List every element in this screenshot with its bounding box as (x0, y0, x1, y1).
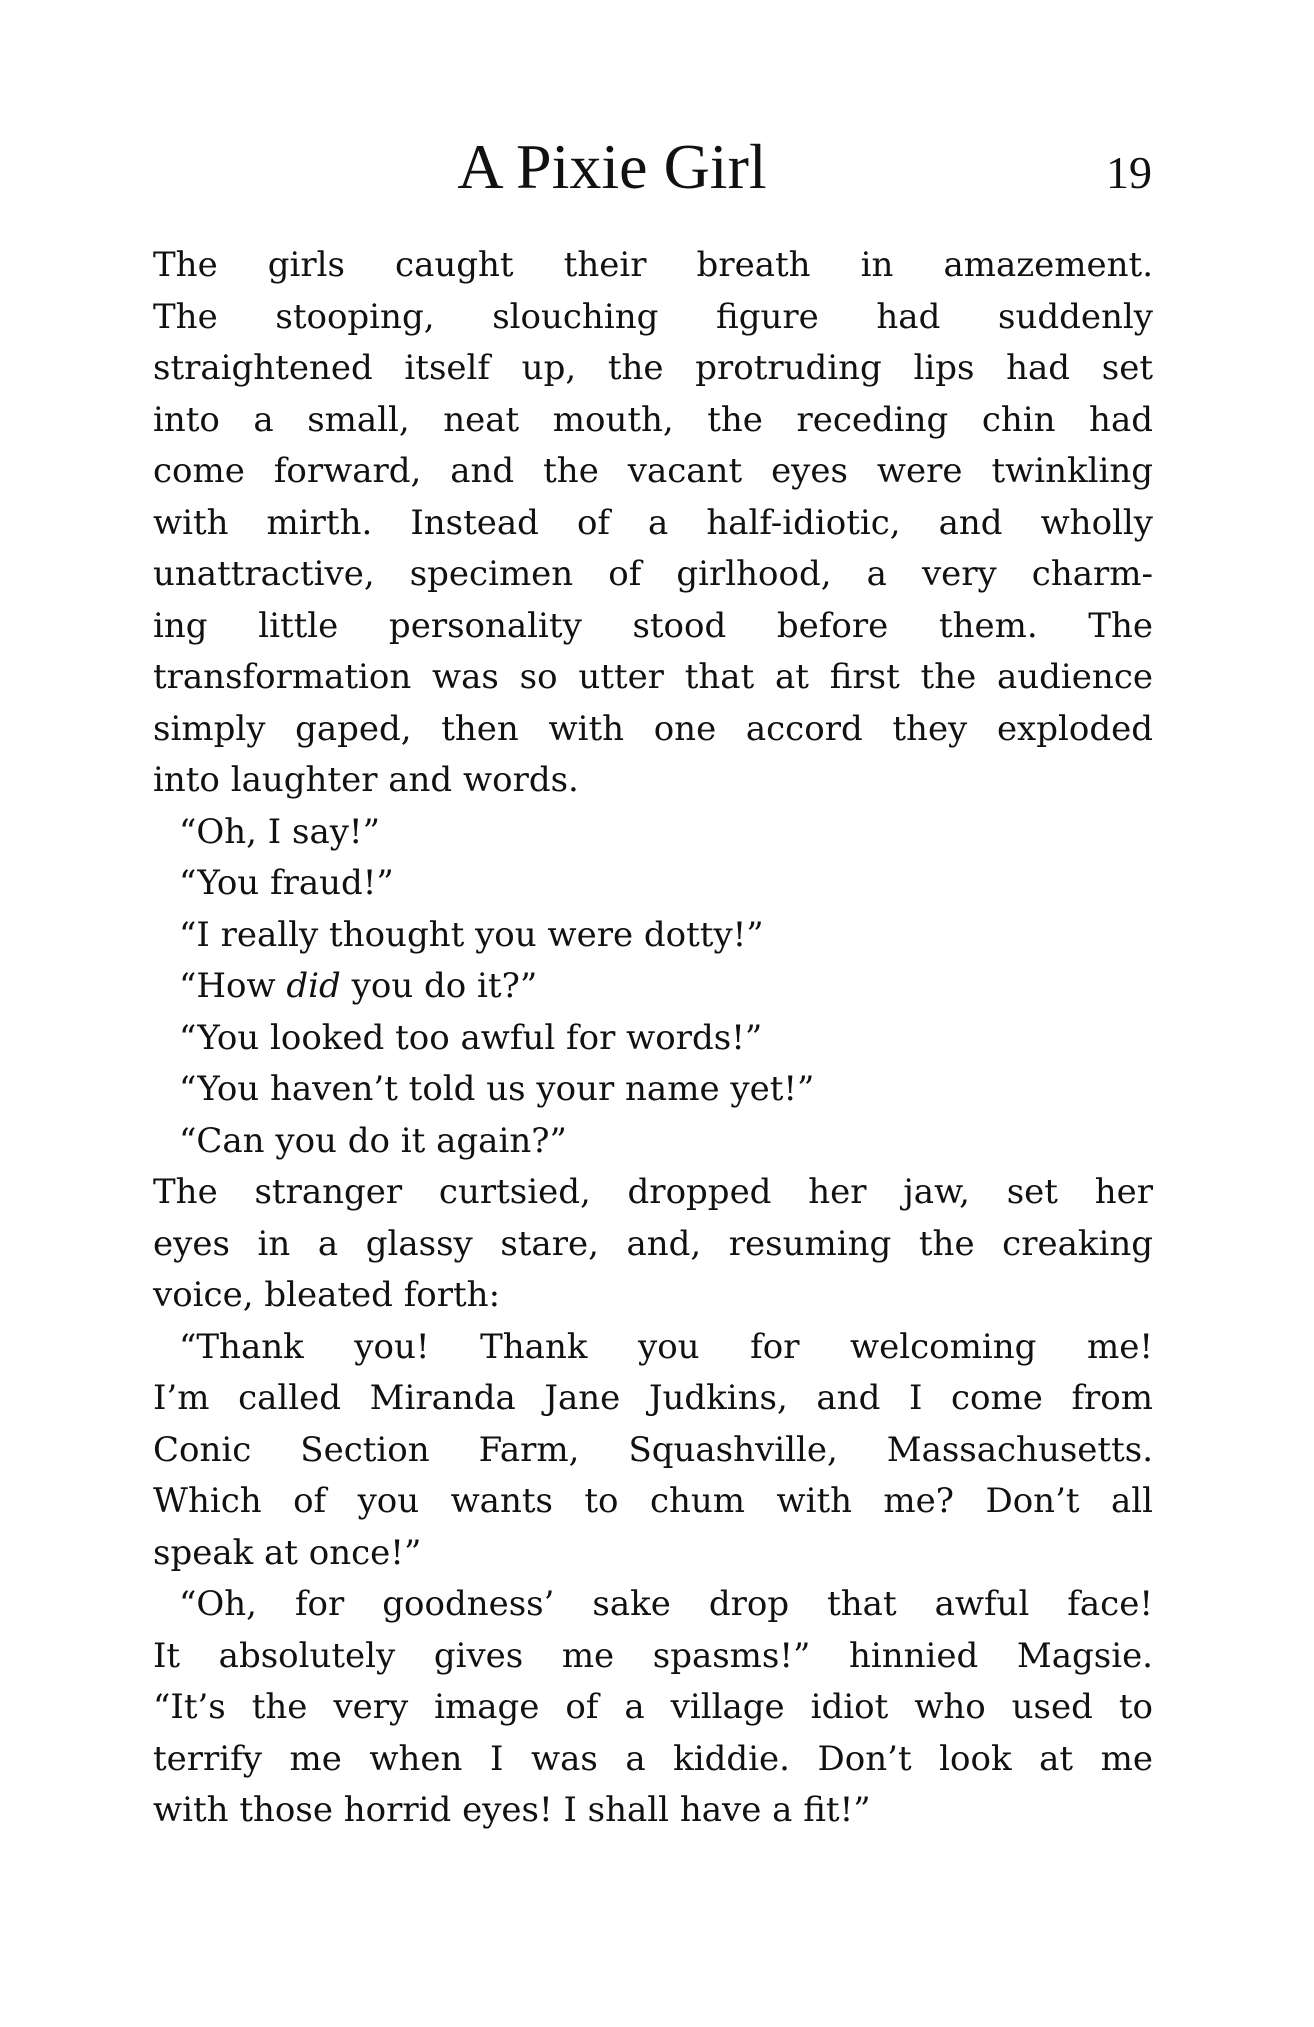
dialogue-text: you do it?” (340, 966, 538, 1006)
dialogue-line-5: “You looked too awful for words!” (179, 1017, 763, 1058)
text-line: The stranger curtsied, dropped her jaw, set her (153, 1172, 1153, 1212)
paragraph-2 (153, 1167, 1153, 1322)
dialogue-line-6: “You haven’t told us your name yet!” (179, 1069, 815, 1109)
text-line: with mirth. Instead of a half-idiotic, and wholly (153, 502, 1153, 543)
text-line: with those horrid eyes! I shall have a fit!” (153, 1790, 871, 1830)
text-line: “Oh, for goodness’ sake drop that awful face! (179, 1584, 1153, 1624)
text-line: I’m called Miranda Jane Judkins, and I come from (153, 1378, 1153, 1418)
emphasis-word: did (286, 966, 341, 1006)
dialogue-line-4 (153, 961, 1153, 1013)
text-line: Conic Section Farm, Squashville, Massachusetts. (153, 1429, 1153, 1470)
paragraph-3 (153, 1322, 1153, 1580)
running-title: A Pixie Girl (457, 131, 767, 202)
page-header (152, 132, 1152, 202)
text-line: eyes in a glassy stare, and, resuming the creaking (153, 1223, 1153, 1264)
text-line: The girls caught their breath in amazement. (153, 245, 1153, 285)
dialogue-line-2: “You fraud!” (179, 863, 394, 903)
text-line: straightened itself up, the protruding lips had set (153, 348, 1153, 388)
text-line: ing little personality stood before them. The (153, 605, 1153, 646)
text-line: voice, bleated forth: (153, 1275, 501, 1315)
paragraph-4 (153, 1579, 1153, 1837)
dialogue-line-3: “I really thought you were dotty!” (179, 914, 764, 955)
text-line: Which of you wants to chum with me? Don’t all (153, 1481, 1153, 1521)
text-line: into laughter and words. (153, 760, 579, 800)
text-line: speak at once!” (153, 1532, 422, 1573)
text-line: The stooping, slouching figure had suddenly (153, 296, 1153, 337)
text-line: come forward, and the vacant eyes were twinkling (153, 451, 1153, 491)
paragraph-1 (153, 240, 1153, 807)
page-number: 19 (1106, 147, 1152, 198)
dialogue-line-7: “Can you do it again?” (179, 1120, 567, 1161)
dialogue-line-1: “Oh, I say!” (179, 811, 380, 852)
text-line: transformation was so utter that at first the audience (153, 657, 1153, 697)
text-line: unattractive, specimen of girlhood, a very charm- (153, 554, 1153, 594)
body-text (153, 240, 1153, 1837)
text-line: terrify me when I was a kiddie. Don’t look at me (153, 1738, 1153, 1779)
text-line: It absolutely gives me spasms!” hinnied Magsie. (153, 1635, 1153, 1676)
text-line: “Thank you! Thank you for welcoming me! (179, 1326, 1153, 1367)
text-line: into a small, neat mouth, the receding chin had (153, 399, 1153, 440)
dialogue-text: “How (179, 966, 287, 1006)
text-line: “It’s the very image of a village idiot who used to (153, 1687, 1153, 1727)
text-line: simply gaped, then with one accord they exploded (153, 708, 1153, 749)
